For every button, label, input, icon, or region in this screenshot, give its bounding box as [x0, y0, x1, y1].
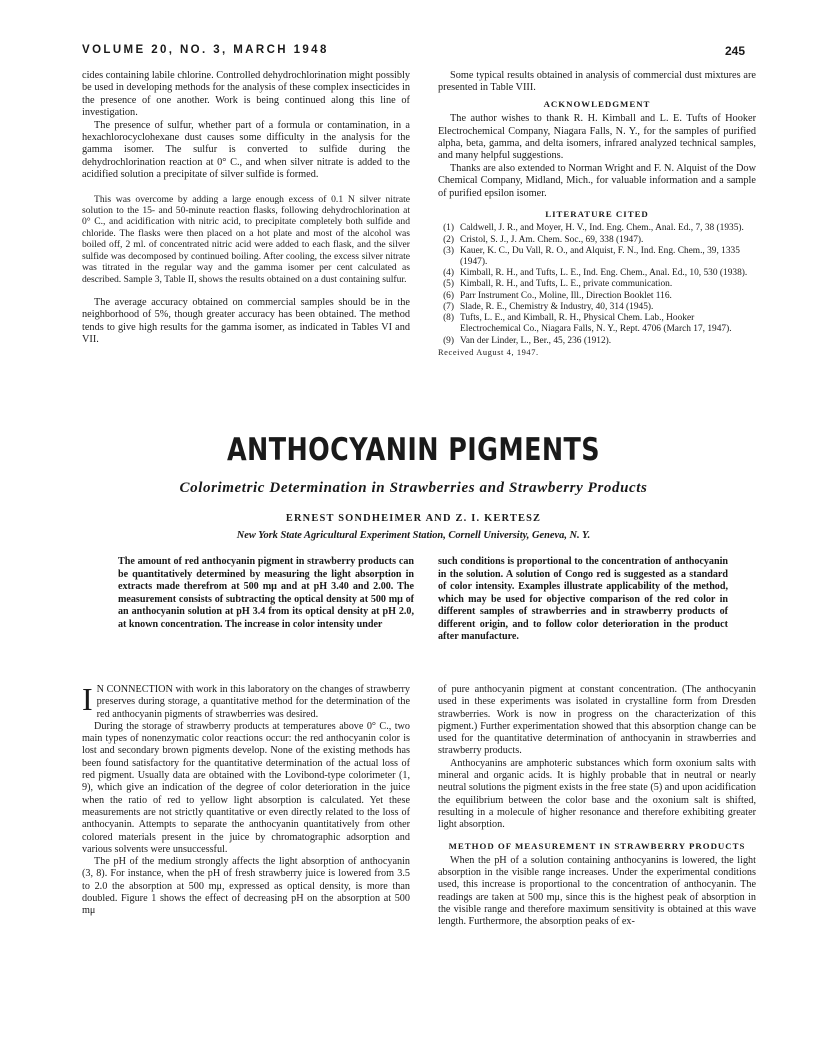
reference-item: (4) Kimball, R. H., and Tufts, L. E., Ind. Eng. Chem., Anal. Ed., 10, 530 (1938).: [443, 268, 748, 279]
paragraph: The average accuracy obtained on commercial samples should be in the neighborhood of 5%, though greater accuracy has been obtained. The method tends to give high results for the gamma isomer, as indicated in Tables VI and VII.: [82, 296, 410, 346]
paragraph: cides containing labile chlorine. Controlled dehydrochlorination might possibly be used in developing methods for the analysis of these complex insecticides in the presence of one another. Work is being continued along this line of investigation.: [82, 70, 410, 119]
reference-item: (6) Parr Instrument Co., Moline, Ill., Direction Booklet 116.: [443, 290, 672, 301]
reference-item: (5) Kimball, R. H., and Tufts, L. E., private communication.: [443, 279, 673, 290]
page-number: 245: [724, 44, 745, 58]
procedure-paragraph: This was overcome by adding a large enough excess of 0.1 N silver nitrate solution to the 15- and 50-minute reaction flasks, following dehydrochlorination at 0° C., and acidification with nitric acid, to precipitate completely both sulfide and chloride. The flasks were then placed on a hot plate and most of the alcohol was boiled off, 2 ml. of concentrated nitric acid were added to each flask, and the silver sulfide was decomposed by continued boiling. After cooling, the excess silver nitrate was titrated in the regular way and the gamma isomer per cent calculated as described. Sample 3, Table II, shows the results obtained on a dust containing sulfur.: [82, 193, 410, 285]
article-affiliation: New York State Agricultural Experiment Station, Cornell University, Geneva, N. Y.: [236, 530, 591, 541]
paragraph: The author wishes to thank R. H. Kimball and L. E. Tufts of Hooker Electrochemical Company, Niagara Falls, N. Y., for the samples of purified alpha, beta, gamma, and delta isomers, infrared analyzed technical samples, and many helpful suggestions.: [438, 113, 756, 162]
paragraph: The presence of sulfur, whether part of a formula or contamination, in a hexachlorocyclohexane dust causes some difficulty in the analysis for the gamma isomer. The sulfur is converted to sulfide during the dehydrochlorination reaction at 0° C., and when silver nitrate is added to the acidified solution a precipitate of silver sulfide is formed.: [82, 119, 410, 181]
article-title: ANTHOCYANIN PIGMENTS: [226, 432, 601, 468]
paragraph: During the storage of strawberry products at temperatures above 0° C., two main types of nonenzymatic color reactions occur: the red anthocyanin color is lost and secondary brown pigments develop. None of the existing methods has been found satisfactory for the quantitative determination of the actual loss of red pigment. Usually data are obtained with the Lovibond-type colorimeter (1, 9), which give an indication of the degree of color deterioration in the juice when the ratio of red to yellow light absorption is calculated. Yet these measurements are not strictly quantitative or even directly related to the loss of anthocyanin. Attempts to separate the anthocyanin quantitatively from other colored materials present in the juice by chromatographic adsorption and various solvents were unsuccessful.: [82, 720, 410, 855]
article-authors: ERNEST SONDHEIMER AND Z. I. KERTESZ: [285, 513, 542, 524]
article-body-left-column: [82, 681, 410, 918]
reference-item: (8) Tufts, L. E., and Kimball, R. H., Physical Chem. Lab., Hooker Electrochemical Co., Niagara Falls, N. Y., Rept. 4706 (March 17, 1947).: [443, 313, 732, 335]
literature-cited-heading: LITERATURE CITED: [545, 209, 649, 220]
article-subtitle: Colorimetric Determination in Strawberries and Strawberry Products: [179, 480, 648, 496]
paragraph: Thanks are also extended to Norman Wright and F. N. Alquist of the Dow Chemical Company, Midland, Mich., for valuable information and a sample of purified epsilon isomer.: [438, 162, 756, 199]
previous-article-right-column: [438, 70, 756, 359]
journal-issue: VOLUME 20, NO. 3, MARCH 1948: [82, 44, 329, 56]
reference-item: (3) Kauer, K. C., Du Vall, R. O., and Alquist, F. N., Ind. Eng. Chem., 39, 1335 (1947).: [443, 245, 740, 268]
abstract-left: The amount of red anthocyanin pigment in strawberry products can be quantitatively determined by measuring the light absorption in extracts made therefrom at 500 mμ and at pH 3.40 and 2.00. The measurement consists of subtracting the optical density at 500 mμ of an anthocyanin solution at pH 3.4 from its optical density at pH 2.0, at known concentration. The increase in color intensity under: [118, 556, 414, 630]
reference-item: (2) Cristol, S. J., J. Am. Chem. Soc., 69, 338 (1947).: [443, 234, 644, 245]
previous-article-left-column: [82, 70, 410, 347]
drop-cap: I: [82, 681, 93, 717]
reference-list: [438, 223, 756, 346]
paragraph: When the pH of a solution containing anthocyanins is lowered, the light absorption in the visible range increases. Under the experimental conditions used, this increase is proportional to the concentration of anthocyanin. The readings are taken at 500 mμ, since this is the highest peak of absorption in the visible range and therefore maximum sensitivity is obtained at this wave length. Furthermore, the absorption peaks of ex-: [438, 854, 756, 928]
reference-item: (7) Slade, R. E., Chemistry & Industry, 40, 314 (1945).: [443, 301, 654, 312]
received-date: Received August 4, 1947.: [438, 347, 539, 357]
reference-item: (9) Van der Linder, L., Ber., 45, 236 (1912).: [443, 335, 612, 346]
paragraph: Anthocyanins are amphoteric substances which form oxonium salts with mineral and organic acids. It is highly probable that in neutral or nearly neutral solutions the pigment exists in the free state (5) and upon acidification the equilibrium between the color base and the oxonium salt is shifted, resulting in a molecule of higher resonance and therefore exhibiting greater light absorption.: [438, 757, 756, 831]
method-heading: METHOD OF MEASUREMENT IN STRAWBERRY PRODUCTS: [448, 840, 746, 851]
article-body-right-column: [438, 684, 756, 929]
paragraph: of pure anthocyanin pigment at constant concentration. (The anthocyanin used in these experiments was isolated in crystalline form from Dresden strawberries. Work is now in progress on the characterization of this pigment.) Further experimentation showed that this absorption change can be used for the quantitative determination of anthocyanin in strawberries and strawberry products.: [438, 684, 756, 757]
acknowledgment-heading: ACKNOWLEDGMENT: [543, 98, 651, 109]
paragraph: The pH of the medium strongly affects the light absorption of anthocyanin (3, 8). For instance, when the pH of fresh strawberry juice is lowered from 3.5 to 2.0 the absorption at 500 mμ, expressed as optical density, is more than doubled. Figure 1 shows the effect of decreasing pH on the absorption at 500 mμ: [82, 856, 410, 917]
reference-item: (1) Caldwell, J. R., and Moyer, H. V., Ind. Eng. Chem., Anal. Ed., 7, 38 (1935).: [443, 223, 744, 234]
abstract-right: such conditions is proportional to the concentration of anthocyanin in the solution. A solution of Congo red is suggested as a standard of color intensity. Examples illustrate applicability of the method, which may be used for objective comparison of the red color in different samples of strawberries and in strawberry products of different origin, and to follow color deterioration in the product after manufacture.: [438, 556, 728, 642]
running-head: [82, 44, 745, 62]
paragraph: Some typical results obtained in analysis of commercial dust mixtures are presented in Table VIII.: [438, 70, 756, 94]
paragraph: I N CONNECTION with work in this laboratory on the changes of strawberry preserves during storage, a quantitative method for the determination of the red anthocyanin pigments of strawberries was desired.: [82, 681, 410, 720]
